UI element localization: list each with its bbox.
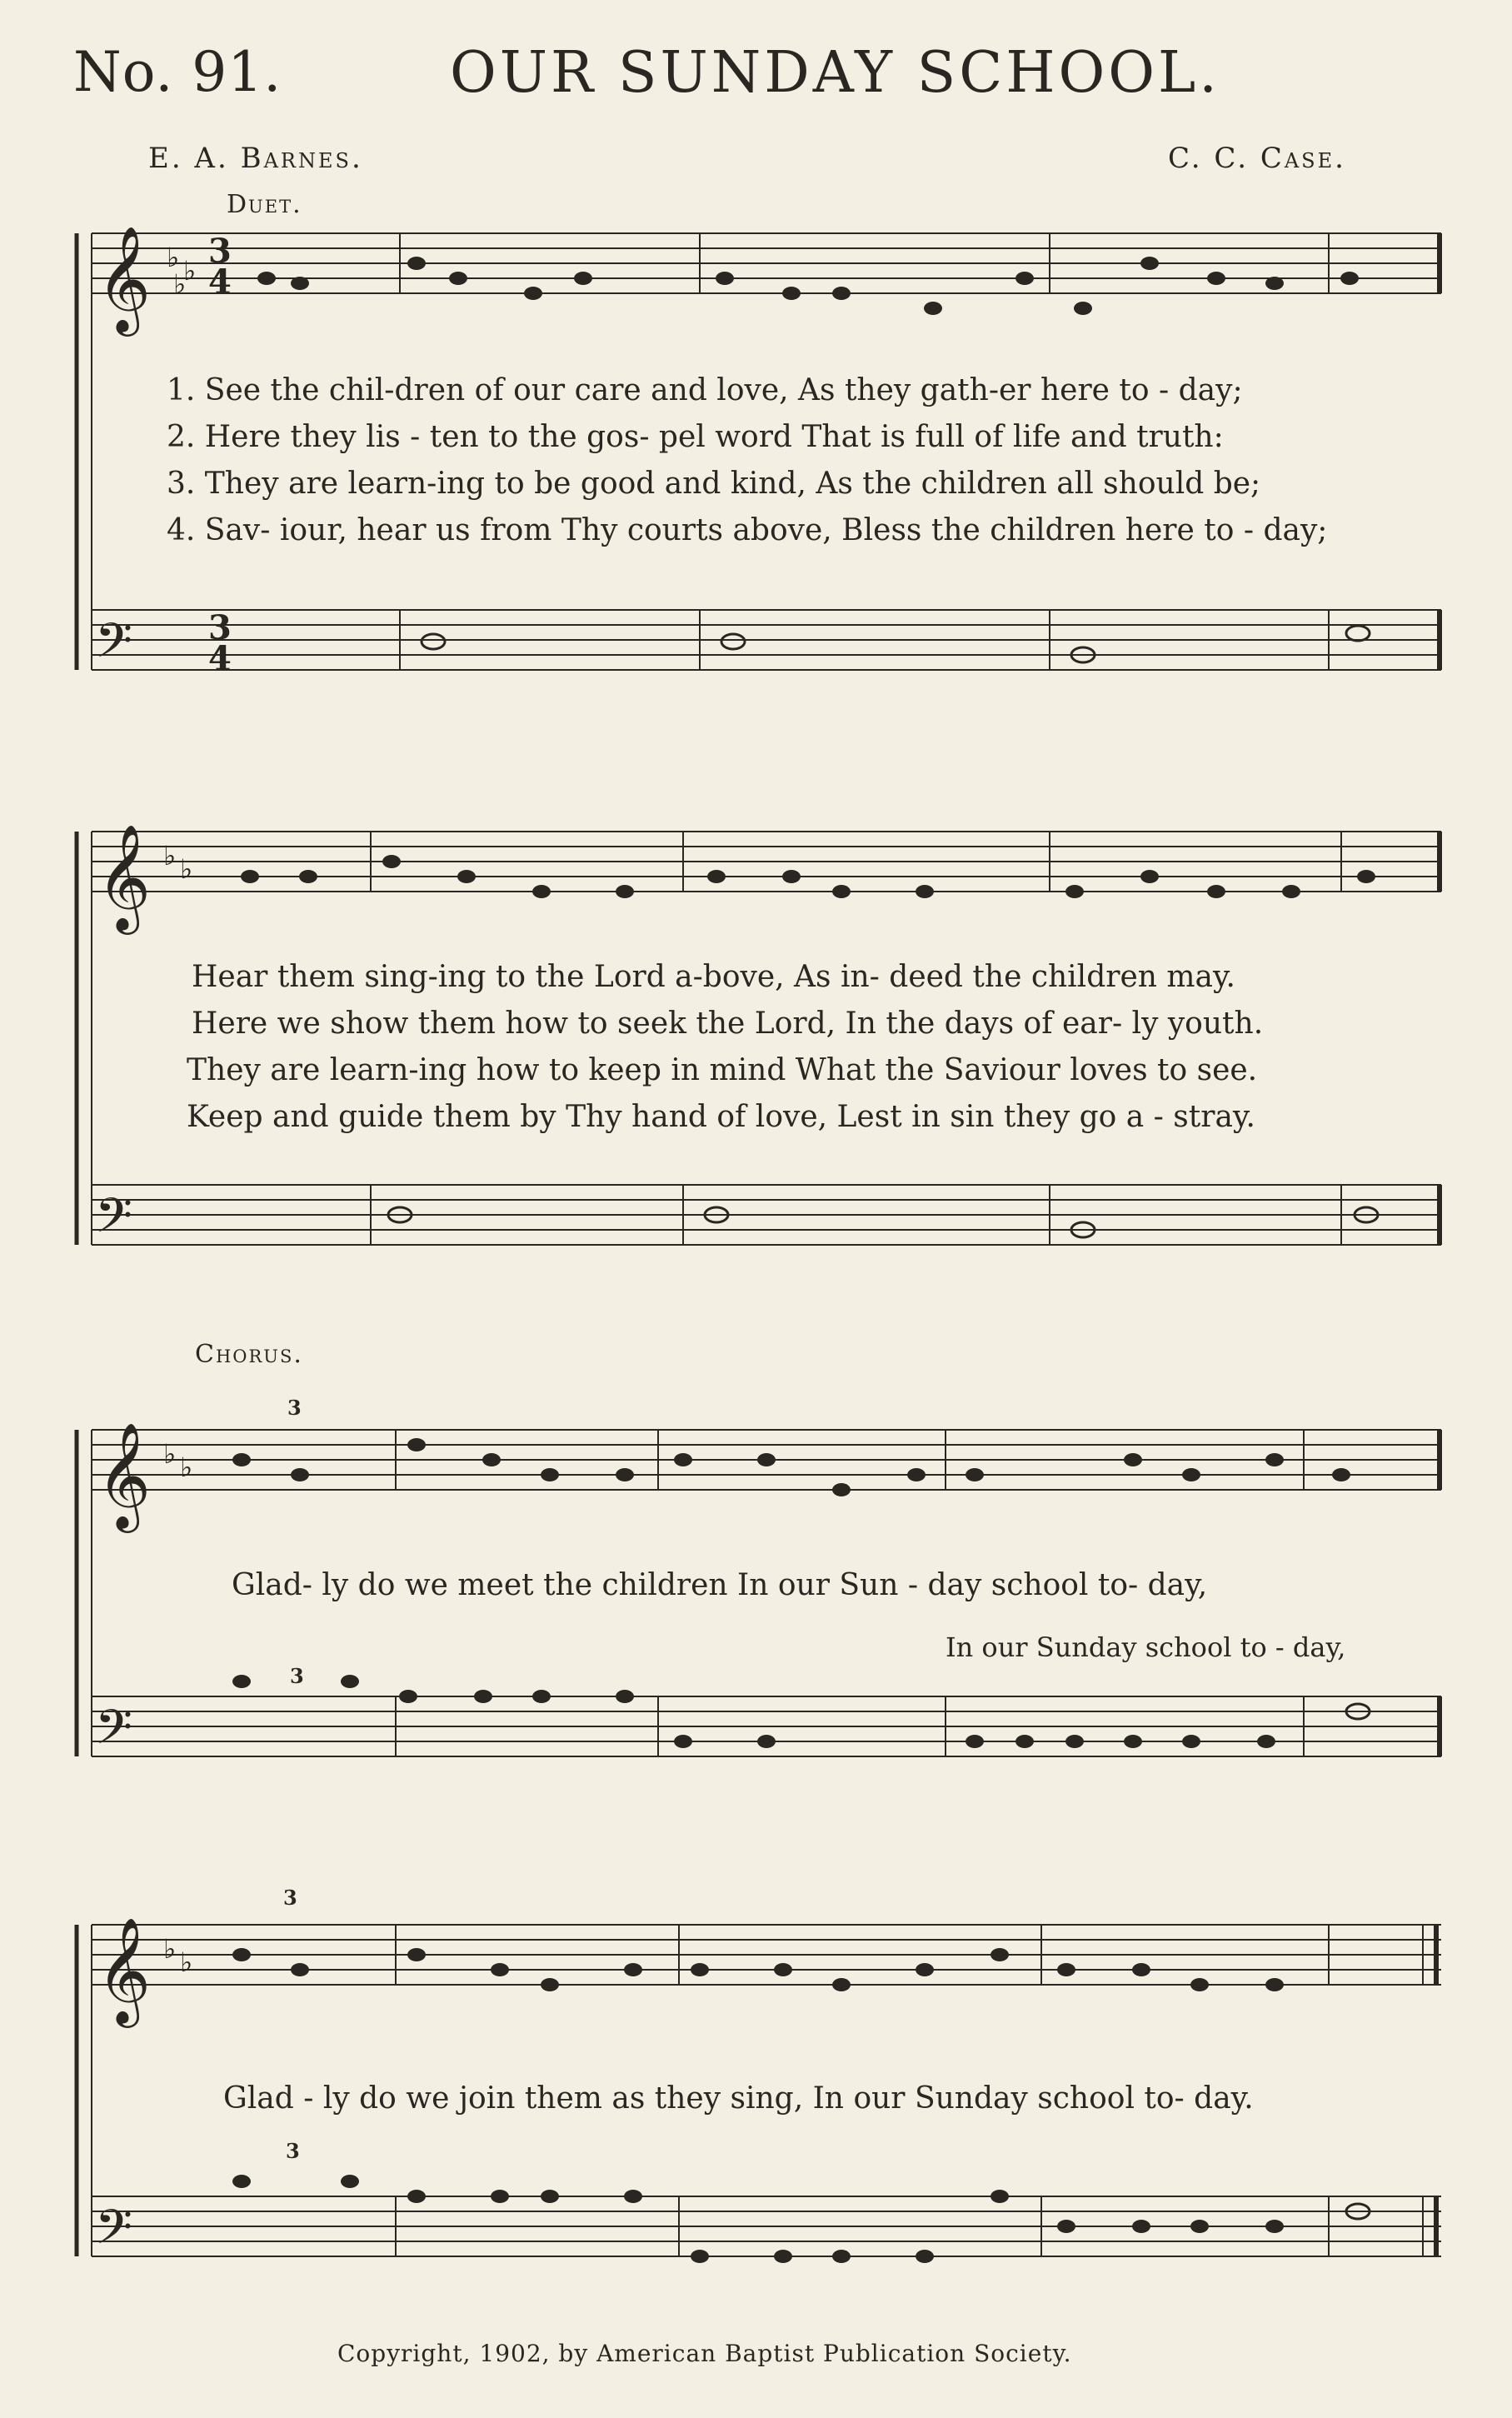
bass-staff-2 — [92, 1185, 1441, 1245]
chorus-label: Chorus. — [195, 1340, 303, 1369]
svg-text:𝄞: 𝄞 — [97, 225, 152, 332]
verse-3-line-2: They are learn-ing how to keep in mind What the Saviour loves to see. — [187, 1053, 1258, 1087]
verse-2-line-2: Here we show them how to seek the Lord, In the days of ear- ly youth. — [192, 1007, 1264, 1041]
chorus-bass-line: In our Sunday school to - day, — [946, 1631, 1346, 1663]
verse-2-line-1: 2. Here they lis - ten to the gos- pel word That is full of life and truth: — [167, 420, 1224, 454]
svg-text:3: 3 — [208, 232, 232, 271]
svg-text:♭: ♭ — [167, 242, 180, 273]
hymn-title: OUR SUNDAY SCHOOL. — [450, 40, 1220, 106]
composer-credit: C. C. Case. — [1168, 142, 1346, 175]
svg-text:♭: ♭ — [180, 1946, 193, 1978]
verse-3-line-1: 3. They are learn-ing to be good and kind, As the children all should be; — [167, 467, 1261, 501]
svg-text:3: 3 — [290, 1664, 304, 1688]
bass-staff-4 — [92, 2196, 1441, 2256]
svg-text:𝄞: 𝄞 — [97, 1916, 152, 2023]
svg-text:4: 4 — [208, 639, 232, 678]
svg-text:♭: ♭ — [163, 840, 177, 872]
verse-1-line-2: Hear them sing-ing to the Lord a-bove, As in- deed the children may. — [192, 960, 1235, 994]
verse-4-line-1: 4. Sav- iour, hear us from Thy courts above, Bless the children here to - day; — [167, 513, 1328, 547]
duet-label: Duet. — [227, 190, 302, 219]
copyright-notice: Copyright, 1902, by American Baptist Publication Society. — [337, 2340, 1072, 2367]
svg-text:3: 3 — [283, 1886, 297, 1910]
note-heads — [232, 257, 1378, 2263]
chorus-line-2: Glad - ly do we join them as they sing, In our Sunday school to- day. — [223, 2081, 1254, 2116]
svg-text:♭: ♭ — [180, 853, 193, 885]
svg-text:4: 4 — [208, 262, 232, 302]
verse-4-line-2: Keep and guide them by Thy hand of love, Lest in sin they go a - stray. — [187, 1100, 1255, 1134]
svg-text:3: 3 — [286, 2139, 300, 2163]
svg-text:𝄞: 𝄞 — [97, 823, 152, 930]
lyricist-credit: E. A. Barnes. — [148, 142, 363, 175]
svg-text:𝄢: 𝄢 — [95, 2199, 133, 2267]
treble-staff-4 — [92, 1925, 1441, 1985]
svg-text:3: 3 — [287, 1396, 302, 1420]
hymn-number: No. 91. — [73, 40, 282, 104]
bass-staff-1 — [92, 610, 1441, 670]
treble-staff-2 — [92, 832, 1441, 892]
svg-text:3: 3 — [208, 608, 232, 647]
svg-text:♭: ♭ — [163, 1438, 177, 1470]
svg-text:𝄢: 𝄢 — [95, 1187, 133, 1256]
svg-text:♭: ♭ — [183, 255, 197, 287]
svg-text:𝄞: 𝄞 — [97, 1421, 152, 1528]
svg-text:♭: ♭ — [163, 1933, 177, 1965]
chorus-line-1: Glad- ly do we meet the children In our Sun - day school to- day, — [232, 1568, 1208, 1602]
svg-text:𝄢: 𝄢 — [95, 1699, 133, 1767]
verse-1-line-1: 1. See the chil-dren of our care and love, As they gath-er here to - day; — [167, 373, 1243, 407]
svg-text:𝄢: 𝄢 — [95, 612, 133, 681]
svg-text:♭: ♭ — [173, 268, 187, 300]
svg-text:♭: ♭ — [180, 1451, 193, 1483]
